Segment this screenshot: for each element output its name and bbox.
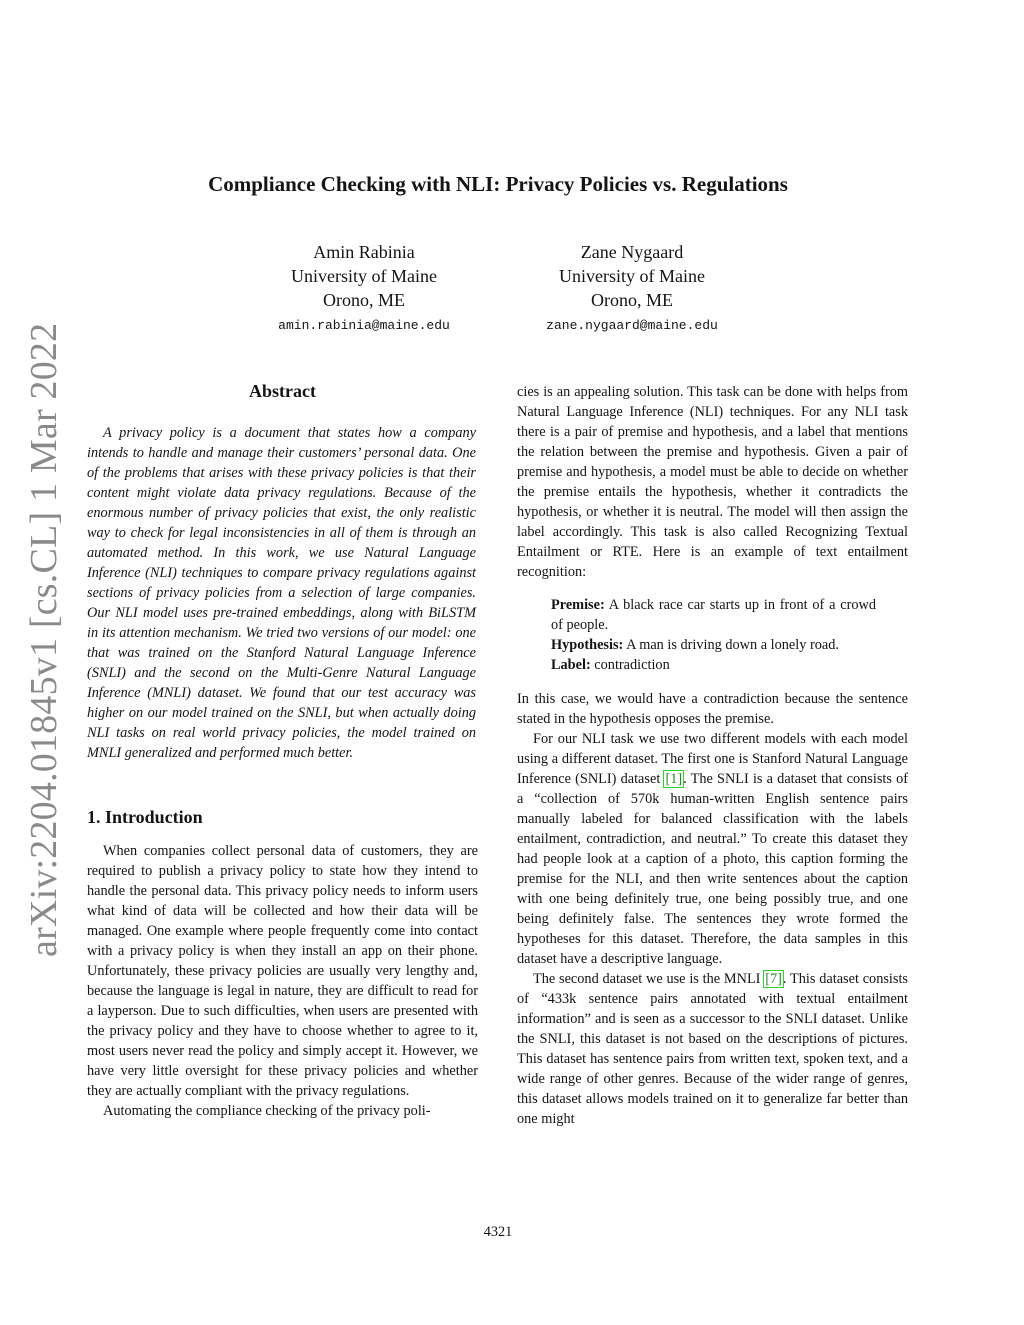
label-label: Label: xyxy=(551,657,591,673)
hypothesis-label: Hypothesis: xyxy=(551,637,624,653)
intro-paragraph-3: In this case, we would have a contradiction because the sentence stated in the hypothesis opposes the premise. xyxy=(517,691,908,727)
label-text: contradiction xyxy=(594,657,670,673)
premise-label: Premise: xyxy=(551,597,605,613)
author-block-2 xyxy=(502,240,762,338)
intro-paragraph-2-continued: cies is an appealing solution. This task can be done with helps from Natural Language Inference (NLI) techniques. For any NLI task there is a pair of premise and hypothesis, and a label that mentions the relation between the premise and hypothesis. Given a pair of premise and hypothesis, a model must be able to decide on whether the premise entails the hypothesis, whether it contradicts the hypothesis, or whether it is neutral. The model will then assign the label accordingly. This task is also called Recognizing Textual Entailment or RTE. Here is an example of text entailment recognition: xyxy=(517,384,908,580)
author-email[interactable]: amin.rabinia@maine.edu xyxy=(278,318,450,333)
author-affiliation: University of Maine xyxy=(559,266,705,286)
premise-text: A black race car starts up in front of a crowd of people. xyxy=(551,597,876,633)
intro-paragraph-5-text-cont: . This dataset consists of “433k sentence pairs annotated with textual entailment information” and is seen as a successor to the SNLI dataset. Unlike the SNLI, this dataset is not based on the descriptions of pictures. This dataset has sentence pairs from written text, spoken text, and a wide range of other genres. Because of the wider range of genres, this dataset allows models trained on it to generalize far better than one might xyxy=(517,971,908,1127)
premise-line xyxy=(551,595,876,635)
hypothesis-line xyxy=(551,635,876,655)
label-line xyxy=(551,655,876,675)
intro-paragraph-5-text: The second dataset we use is the MNLI xyxy=(533,971,765,987)
intro-paragraph-4-text-cont: . The SNLI is a dataset that consists of a “collection of 570k human-written English sentence pairs manually labeled for balanced classification with the labels entailment, contradiction, and neutral.” To create this dataset they had people look at a caption of a photo, this caption forming the premise for the NLI, and then write sentences about the caption with one being definitely true, one being possibly true, and one being definitely false. The sentences they wrote formed the hypotheses for this dataset. Therefore, the data samples in this dataset have a descriptive language. xyxy=(517,771,909,967)
intro-paragraph-2-start: Automating the compliance checking of the privacy poli- xyxy=(103,1103,431,1119)
abstract-heading: Abstract xyxy=(249,381,316,401)
author-name: Zane Nygaard xyxy=(580,242,684,262)
author-email[interactable]: zane.nygaard@maine.edu xyxy=(546,318,718,333)
intro-paragraph-1: When companies collect personal data of customers, they are required to publish a privacy policy to state how they intend to handle the personal data. This privacy policy needs to inform users what kind of data will be collected and how their data will be managed. One example where people frequently come into contact with a privacy policy is when they install an app on their phone. Unfortunately, these privacy policies are usually very lengthy and, because the language is legal in nature, they are difficult to read for a layperson. Due to such difficulties, when users are presented with the privacy policy and they have to choose whether to agree to it, most users never read the policy and simply accept it. However, we have very little oversight for these privacy policies and whether they are actually compliant with the privacy regulations. xyxy=(87,843,478,1099)
abstract-text: A privacy policy is a document that states how a company intends to handle and manage their customers’ personal data. One of the problems that arises with these privacy policies is that their content might violate data privacy regulations. Because of the enormous number of privacy policies that exist, the only realistic way to check for legal inconsistencies in all of them is through an automated method. In this work, we use Natural Language Inference (NLI) techniques to compare privacy regulations against sections of privacy policies from a selection of large companies. Our NLI model uses pre-trained embeddings, along with BiLSTM in its attention mechanism. We tried two versions of our model: one that was trained on the Stanford Natural Language Inference (SNLI) and the second on the Multi-Genre Natural Language Inference (MNLI) dataset. We found that our test accuracy was higher on our model trained on the SNLI, but when actually doing NLI tasks on real world privacy policies, the model trained on MNLI generalized and performed much better. xyxy=(87,425,476,761)
left-column xyxy=(87,380,478,1121)
author-location: Orono, ME xyxy=(323,290,405,310)
intro-paragraph-5 xyxy=(517,969,908,1129)
entailment-example xyxy=(551,595,908,675)
paper-title: Compliance Checking with NLI: Privacy Policies vs. Regulations xyxy=(208,172,788,196)
intro-paragraph-4-text: For our NLI task we use two different models with each model using a different dataset. The first one is Stanford Natural Language Inference (SNLI) dataset xyxy=(517,731,908,787)
hypothesis-text: A man is driving down a lonely road. xyxy=(626,637,839,653)
introduction-heading: 1. Introduction xyxy=(87,807,203,827)
arxiv-identifier: arXiv:2204.01845v1 [cs.CL] 1 Mar 2022 xyxy=(23,322,65,957)
citation-link-7[interactable]: [7] xyxy=(765,971,782,987)
page-number: 4321 xyxy=(483,1224,513,1240)
author-location: Orono, ME xyxy=(591,290,673,310)
citation-link-1[interactable]: [1] xyxy=(665,771,683,787)
intro-paragraph-4 xyxy=(517,729,908,969)
author-name: Amin Rabinia xyxy=(313,242,415,262)
author-block-1 xyxy=(234,240,494,338)
right-column xyxy=(517,382,908,1129)
author-affiliation: University of Maine xyxy=(291,266,437,286)
